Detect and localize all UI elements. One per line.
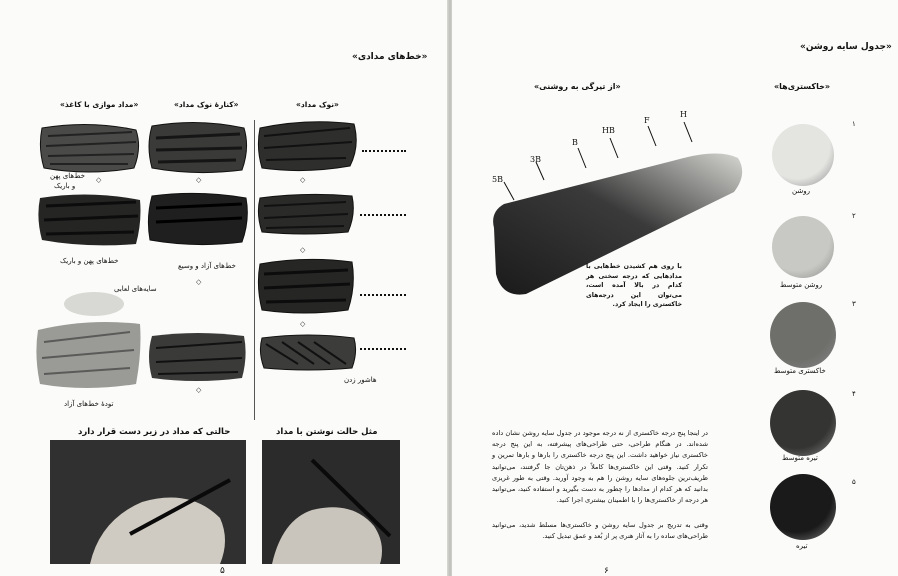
grade-label-f: F (644, 116, 650, 125)
down-arrow-icon: ◇ (196, 278, 202, 286)
stroke-sample-tip-2 (256, 192, 356, 236)
swatch-label-light: روشن (792, 187, 810, 195)
gray-swatch-dark-medium (770, 390, 836, 456)
annotation-free-lines-mass: تودهٔ خط‌های آزاد (64, 400, 114, 408)
dotted-leader (360, 348, 406, 350)
down-arrow-icon: ◇ (300, 246, 306, 254)
grade-label-h: H (680, 110, 687, 119)
annotation-broad-thin: خط‌های پهن (50, 172, 86, 180)
down-arrow-icon: ◇ (196, 176, 202, 184)
down-arrow-icon: ◇ (196, 386, 202, 394)
swatch-number-1: ۱ (852, 120, 856, 128)
stroke-sample-tip-1 (256, 118, 360, 176)
photo-writing-grip (262, 440, 400, 564)
down-arrow-icon: ◇ (300, 320, 306, 328)
column-header-pencil-tip: «نوک مداد» (296, 100, 339, 109)
swatch-label-light-medium: روشن متوسط (780, 281, 823, 289)
swatch-number-3: ۳ (852, 300, 856, 308)
grade-label-b: B (572, 138, 578, 147)
swatch-label-dark-medium: تیره متوسط (782, 454, 818, 462)
dotted-leader (360, 294, 406, 296)
dotted-leader (362, 150, 406, 152)
stroke-sample-edge-3 (146, 330, 250, 384)
column-header-pencil-edge: «کنارهٔ نوک مداد» (174, 100, 239, 109)
left-page-number: ۵ (220, 566, 225, 576)
down-arrow-icon: ◇ (96, 176, 102, 184)
body-paragraph-2: وقتی به تدریج بر جدول سایه روشن و خاکستری‌ها مسلط شدید، می‌توانید طراحی‌های ساده را به آثار هنری پر از بُعد و عمق تبدیل کنید. (492, 521, 708, 541)
left-page (0, 0, 448, 576)
annotation-free-wide: خط‌های آزاد و وسیع (178, 262, 236, 270)
swatch-label-dark: تیره (796, 542, 808, 550)
gray-swatch-medium (770, 302, 836, 368)
caption-writing-grip: مثل حالت نوشتن با مداد (276, 427, 378, 437)
down-arrow-icon: ◇ (300, 176, 306, 184)
gray-swatch-dark (770, 474, 836, 540)
gray-swatch-light (772, 124, 834, 186)
annotation-hatching: هاشور زدن (344, 376, 377, 384)
stroke-sample-hatching (258, 332, 358, 372)
stroke-sample-tip-3 (256, 256, 356, 316)
right-page-title: «جدول سایه روشن» (800, 42, 892, 52)
column-header-pencil-flat: «مداد موازی با کاغذ» (60, 100, 139, 109)
annotation-accidental-shade: سایه‌های لعابی (114, 285, 157, 293)
grade-label-5b: 5B (492, 175, 503, 184)
left-page-title: «خط‌های مدادی» (352, 52, 428, 62)
column-divider (254, 120, 255, 420)
annotation-broad-thin-b: و باریک (54, 182, 76, 190)
stroke-sample-flat-1 (36, 118, 144, 176)
dark-to-light-title: «از تیرگی به روشنی» (534, 82, 621, 91)
stroke-sample-edge-1 (146, 118, 250, 176)
photo-underhand-grip (50, 440, 246, 564)
swatch-label-medium: خاکستری متوسط (774, 367, 826, 375)
annotation-broad-thin-2: خط‌های پهن و باریک (60, 257, 119, 265)
stroke-sample-flat-2 (36, 190, 144, 248)
swatch-number-2: ۲ (852, 212, 856, 220)
stroke-sample-free-mass (34, 312, 144, 392)
grade-label-hb: HB (602, 126, 615, 135)
stroke-sample-edge-2 (146, 190, 250, 248)
grade-label-3b: 3B (530, 155, 541, 164)
swatch-number-5: ۵ (852, 478, 856, 486)
swatch-number-4: ۴ (852, 390, 856, 398)
caption-underhand-grip: حالتی که مداد در زیر دست قرار دارد (78, 427, 231, 437)
gradient-note: با روی هم کشیدن خط‌هایی با مدادهایی که درجه سختی هر کدام در بالا آمده است، می‌توان این درجه‌های خاکستری را ایجاد کرد. (586, 263, 682, 308)
body-paragraph-1: در اینجا پنج درجه خاکستری از نه درجه موجود در جدول سایه روشن نشان داده شده‌اند. در هنگام طراحی، حتی طراحی‌های پیشرفته، به این پنج درجه خاکستری نیاز خواهید داشت. این پنج درجه خاکستری را بارها و بارها تمرین و تکرار کنید. وقتی این خاکستری‌ها کاملاً در ذهن‌تان جا گرفتند، می‌توانید ظریف‌ترین جلوه‌های سایه روشن را هم به وجود آورید. وقتی به طور غریزی بدانید که هر کدام از مدادها را چطور به دست بگیرید و استفاده کنید، می‌توانید هر درجه از خاکستری‌ها را با اطمینان بیشتری اجرا کنید. (492, 429, 708, 505)
grays-title: «خاکستری‌ها» (774, 82, 831, 91)
right-page-number: ۶ (604, 566, 609, 576)
right-page (452, 0, 898, 576)
dotted-leader (360, 214, 406, 216)
gray-swatch-light-medium (772, 216, 834, 278)
